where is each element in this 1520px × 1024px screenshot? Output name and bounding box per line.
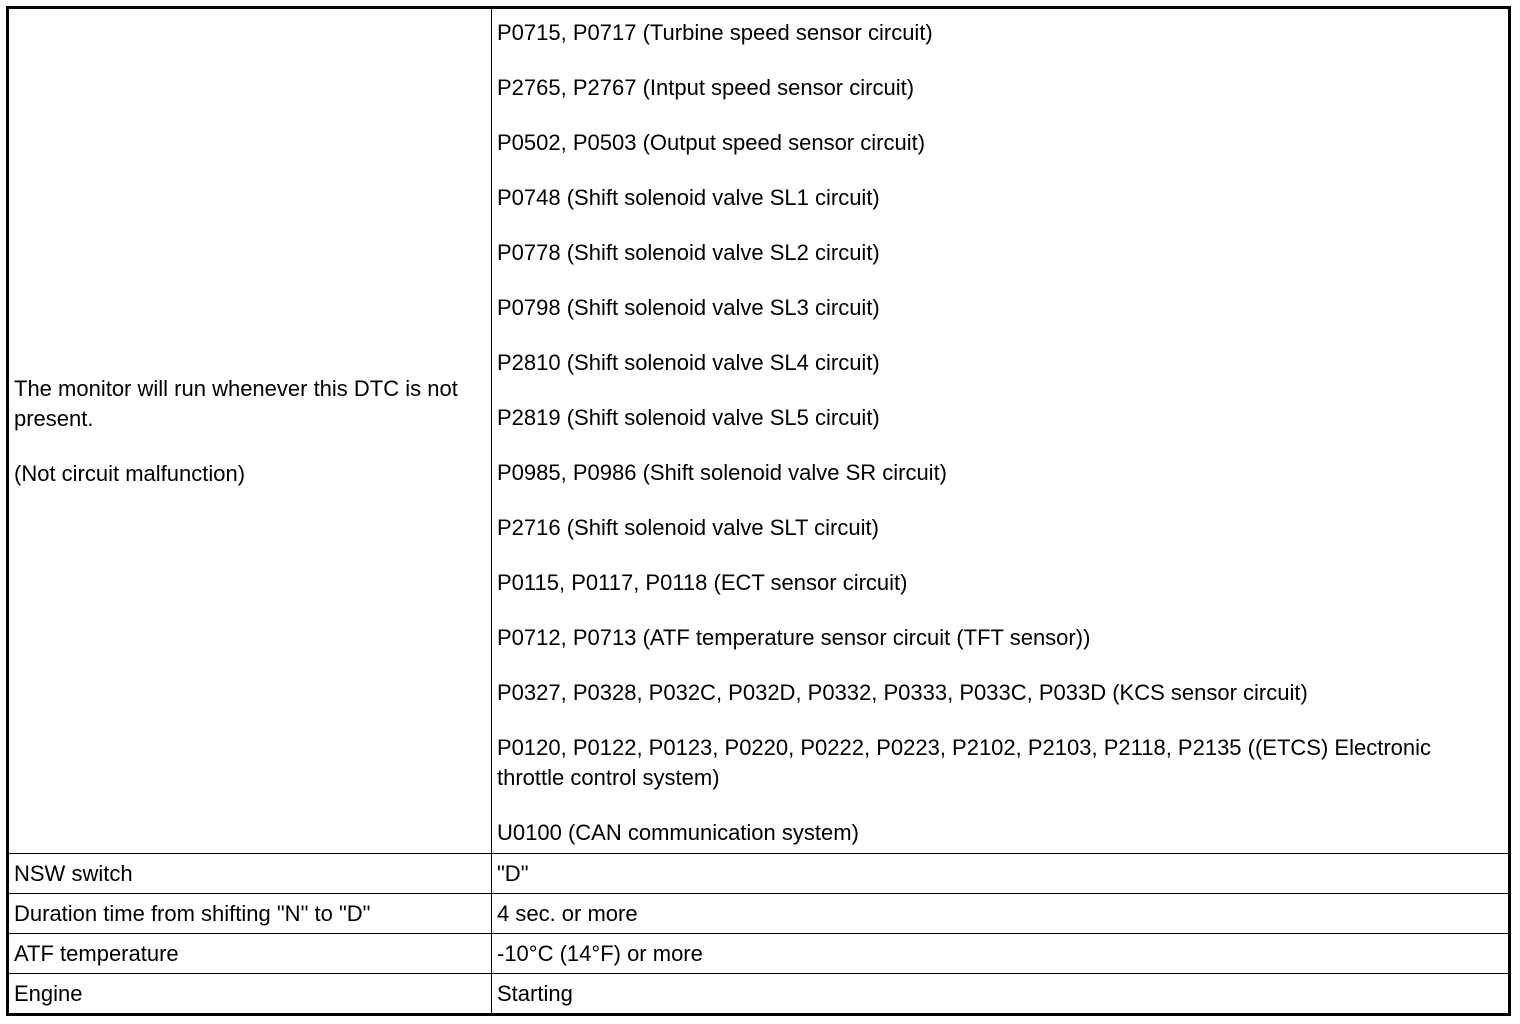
dtc-item: P0985, P0986 (Shift solenoid valve SR circuit) [497,460,948,485]
dtc-item: P2819 (Shift solenoid valve SL5 circuit) [497,405,880,430]
dtc-item: P0748 (Shift solenoid valve SL1 circuit) [497,185,880,210]
row-label: ATF temperature [8,934,492,974]
dtc-item: P0502, P0503 (Output speed sensor circuit) [497,130,926,155]
dtc-item: P0712, P0713 (ATF temperature sensor circuit (TFT sensor)) [497,625,1091,650]
dtc-item: P2765, P2767 (Intput speed sensor circuit) [497,75,915,100]
table-row [8,854,1510,894]
row-label: NSW switch [8,854,492,894]
row-value: Starting [492,974,1510,1015]
conditions-table [6,6,1511,1016]
row-label: Duration time from shifting "N" to "D" [8,894,492,934]
dtc-list-cell [492,8,1510,854]
dtc-condition-cell [8,8,492,854]
dtc-item: P0715, P0717 (Turbine speed sensor circuit) [497,20,933,45]
dtc-condition-note: (Not circuit malfunction) [14,460,246,486]
table-row [8,974,1510,1015]
dtc-item: P0120, P0122, P0123, P0220, P0222, P0223, P2102, P2103, P2118, P2135 ((ETCS) Electronic throttle control system) [497,735,1432,790]
dtc-item: P0778 (Shift solenoid valve SL2 circuit) [497,240,880,265]
dtc-item: P0798 (Shift solenoid valve SL3 circuit) [497,295,880,320]
dtc-item: P0115, P0117, P0118 (ECT sensor circuit) [497,570,908,595]
row-value: -10°C (14°F) or more [492,934,1510,974]
dtc-item: P0327, P0328, P032C, P032D, P0332, P0333, P033C, P033D (KCS sensor circuit) [497,680,1308,705]
table-row [8,934,1510,974]
row-label: Engine [8,974,492,1015]
table-row [8,894,1510,934]
dtc-item: P2716 (Shift solenoid valve SLT circuit) [497,515,879,540]
dtc-item: U0100 (CAN communication system) [497,820,859,845]
row-value: "D" [492,854,1510,894]
dtc-condition-text: The monitor will run whenever this DTC is not present. [14,375,458,431]
row-value: 4 sec. or more [492,894,1510,934]
dtc-row [8,8,1510,854]
dtc-item: P2810 (Shift solenoid valve SL4 circuit) [497,350,880,375]
